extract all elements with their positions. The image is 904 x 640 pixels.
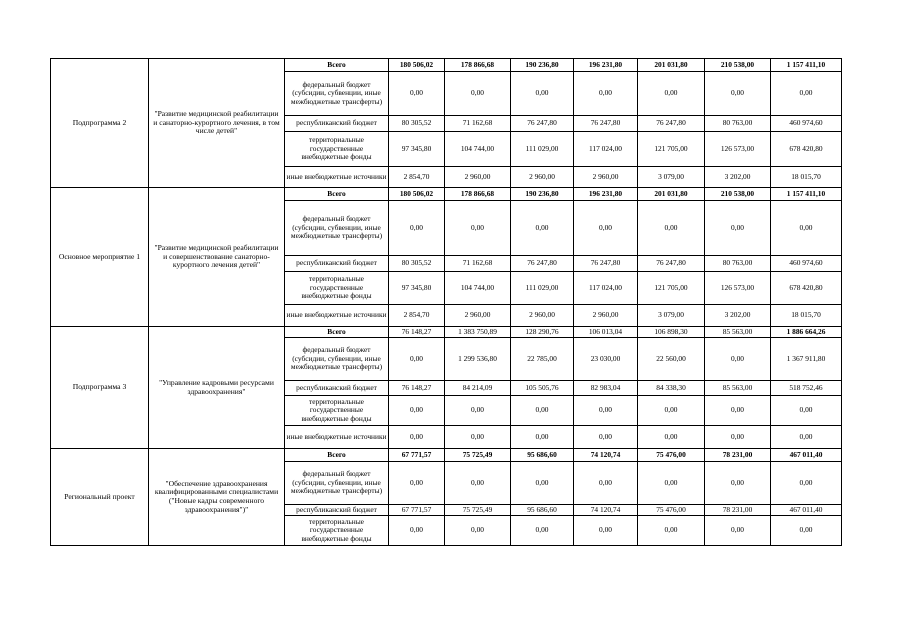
value-cell: 80 305,52 <box>389 256 445 272</box>
value-cell: 75 725,49 <box>445 505 511 516</box>
value-cell: 0,00 <box>389 462 445 505</box>
value-cell: 460 974,60 <box>771 256 842 272</box>
program-description: "Управление кадровыми ресурсами здравоохранения" <box>149 327 285 449</box>
value-cell: 0,00 <box>445 72 511 116</box>
value-cell: 80 305,52 <box>389 116 445 132</box>
value-cell: 0,00 <box>705 462 771 505</box>
value-cell: 0,00 <box>771 426 842 449</box>
value-cell: 2 854,70 <box>389 167 445 188</box>
value-cell: 180 506,02 <box>389 188 445 201</box>
value-cell: 190 236,80 <box>511 59 574 72</box>
value-cell: 1 157 411,10 <box>771 188 842 201</box>
value-cell: 0,00 <box>638 72 705 116</box>
value-cell: 1 299 536,80 <box>445 338 511 381</box>
value-cell: 80 763,00 <box>705 116 771 132</box>
value-cell: 0,00 <box>638 462 705 505</box>
value-cell: 0,00 <box>511 396 574 426</box>
value-cell: 23 030,00 <box>574 338 638 381</box>
value-cell: 76 247,80 <box>574 256 638 272</box>
value-cell: 210 538,00 <box>705 188 771 201</box>
value-cell: 85 563,00 <box>705 327 771 338</box>
value-cell: 196 231,80 <box>574 188 638 201</box>
value-cell: 0,00 <box>638 516 705 546</box>
value-cell: 0,00 <box>771 462 842 505</box>
value-cell: 74 120,74 <box>574 449 638 462</box>
value-cell: 71 162,68 <box>445 256 511 272</box>
value-cell: 121 705,00 <box>638 272 705 305</box>
funding-source: территориальные государственные внебюджетные фонды <box>285 396 389 426</box>
value-cell: 117 024,00 <box>574 132 638 167</box>
value-cell: 0,00 <box>638 396 705 426</box>
value-cell: 0,00 <box>574 426 638 449</box>
value-cell: 0,00 <box>771 72 842 116</box>
value-cell: 0,00 <box>574 201 638 256</box>
funding-source: Всего <box>285 188 389 201</box>
value-cell: 2 960,00 <box>511 305 574 327</box>
value-cell: 201 031,80 <box>638 188 705 201</box>
program-name: Региональный проект <box>51 449 149 546</box>
funding-source: федеральный бюджет (субсидии, субвенции, иные межбюджетные трансферты) <box>285 338 389 381</box>
value-cell: 97 345,80 <box>389 132 445 167</box>
value-cell: 0,00 <box>445 516 511 546</box>
value-cell: 2 960,00 <box>574 305 638 327</box>
value-cell: 78 231,00 <box>705 449 771 462</box>
value-cell: 78 231,00 <box>705 505 771 516</box>
value-cell: 74 120,74 <box>574 505 638 516</box>
program-name: Основное мероприятие 1 <box>51 188 149 327</box>
value-cell: 0,00 <box>705 426 771 449</box>
value-cell: 0,00 <box>638 426 705 449</box>
value-cell: 80 763,00 <box>705 256 771 272</box>
value-cell: 196 231,80 <box>574 59 638 72</box>
value-cell: 2 960,00 <box>445 167 511 188</box>
program-description: "Развитие медицинской реабилитации и санаторно-курортного лечения, в том числе детей" <box>149 59 285 188</box>
table-row <box>51 59 842 72</box>
value-cell: 128 290,76 <box>511 327 574 338</box>
value-cell: 76 247,80 <box>638 116 705 132</box>
value-cell: 22 560,00 <box>638 338 705 381</box>
value-cell: 178 866,68 <box>445 188 511 201</box>
value-cell: 0,00 <box>511 72 574 116</box>
value-cell: 0,00 <box>771 201 842 256</box>
table-row <box>51 327 842 338</box>
value-cell: 190 236,80 <box>511 188 574 201</box>
value-cell: 0,00 <box>445 396 511 426</box>
value-cell: 111 029,00 <box>511 272 574 305</box>
value-cell: 75 725,49 <box>445 449 511 462</box>
value-cell: 82 983,04 <box>574 381 638 396</box>
value-cell: 67 771,57 <box>389 505 445 516</box>
value-cell: 0,00 <box>705 72 771 116</box>
funding-source: территориальные государственные внебюджетные фонды <box>285 516 389 546</box>
value-cell: 0,00 <box>705 201 771 256</box>
funding-source: республиканский бюджет <box>285 381 389 396</box>
value-cell: 22 785,00 <box>511 338 574 381</box>
value-cell: 76 247,80 <box>511 256 574 272</box>
program-description: "Развитие медицинской реабилитации и совершенствование санаторно-курортного лечения детей" <box>149 188 285 327</box>
value-cell: 3 202,00 <box>705 305 771 327</box>
value-cell: 0,00 <box>705 516 771 546</box>
funding-source: республиканский бюджет <box>285 116 389 132</box>
value-cell: 0,00 <box>389 338 445 381</box>
value-cell: 2 960,00 <box>574 167 638 188</box>
value-cell: 126 573,00 <box>705 272 771 305</box>
value-cell: 104 744,00 <box>445 272 511 305</box>
value-cell: 84 338,30 <box>638 381 705 396</box>
value-cell: 201 031,80 <box>638 59 705 72</box>
value-cell: 0,00 <box>771 396 842 426</box>
value-cell: 0,00 <box>574 396 638 426</box>
value-cell: 1 886 664,26 <box>771 327 842 338</box>
value-cell: 75 476,00 <box>638 505 705 516</box>
value-cell: 0,00 <box>445 462 511 505</box>
value-cell: 3 079,00 <box>638 167 705 188</box>
funding-source: территориальные государственные внебюджетные фонды <box>285 272 389 305</box>
value-cell: 0,00 <box>771 516 842 546</box>
value-cell: 67 771,57 <box>389 449 445 462</box>
value-cell: 0,00 <box>511 462 574 505</box>
funding-source: Всего <box>285 449 389 462</box>
funding-source: республиканский бюджет <box>285 256 389 272</box>
funding-source: федеральный бюджет (субсидии, субвенции, иные межбюджетные трансферты) <box>285 201 389 256</box>
value-cell: 0,00 <box>705 338 771 381</box>
value-cell: 106 013,04 <box>574 327 638 338</box>
value-cell: 76 148,27 <box>389 327 445 338</box>
table-row <box>51 449 842 462</box>
value-cell: 84 214,09 <box>445 381 511 396</box>
value-cell: 1 383 750,89 <box>445 327 511 338</box>
value-cell: 0,00 <box>511 201 574 256</box>
value-cell: 97 345,80 <box>389 272 445 305</box>
value-cell: 3 202,00 <box>705 167 771 188</box>
value-cell: 1 367 911,80 <box>771 338 842 381</box>
value-cell: 76 247,80 <box>574 116 638 132</box>
value-cell: 0,00 <box>389 516 445 546</box>
program-name: Подпрограмма 3 <box>51 327 149 449</box>
value-cell: 0,00 <box>445 201 511 256</box>
value-cell: 106 898,30 <box>638 327 705 338</box>
value-cell: 85 563,00 <box>705 381 771 396</box>
value-cell: 210 538,00 <box>705 59 771 72</box>
value-cell: 2 960,00 <box>511 167 574 188</box>
value-cell: 76 247,80 <box>638 256 705 272</box>
value-cell: 95 686,60 <box>511 505 574 516</box>
value-cell: 1 157 411,10 <box>771 59 842 72</box>
funding-source: иные внебюджетные источники <box>285 305 389 327</box>
budget-table <box>50 58 842 546</box>
value-cell: 76 148,27 <box>389 381 445 396</box>
value-cell: 178 866,68 <box>445 59 511 72</box>
value-cell: 75 476,00 <box>638 449 705 462</box>
value-cell: 0,00 <box>389 396 445 426</box>
program-name: Подпрограмма 2 <box>51 59 149 188</box>
value-cell: 71 162,68 <box>445 116 511 132</box>
value-cell: 0,00 <box>574 72 638 116</box>
value-cell: 3 079,00 <box>638 305 705 327</box>
value-cell: 0,00 <box>389 72 445 116</box>
value-cell: 180 506,02 <box>389 59 445 72</box>
value-cell: 104 744,00 <box>445 132 511 167</box>
funding-source: республиканский бюджет <box>285 505 389 516</box>
value-cell: 678 420,80 <box>771 132 842 167</box>
funding-source: территориальные государственные внебюджетные фонды <box>285 132 389 167</box>
funding-source: федеральный бюджет (субсидии, субвенции, иные межбюджетные трансферты) <box>285 72 389 116</box>
value-cell: 121 705,00 <box>638 132 705 167</box>
value-cell: 2 960,00 <box>445 305 511 327</box>
value-cell: 0,00 <box>638 201 705 256</box>
value-cell: 0,00 <box>445 426 511 449</box>
program-description: "Обеспечение здравоохранения квалифицированными специалистами ("Новые кадры современного здравоохранения")" <box>149 449 285 546</box>
value-cell: 18 015,70 <box>771 167 842 188</box>
table-row <box>51 188 842 201</box>
value-cell: 460 974,60 <box>771 116 842 132</box>
value-cell: 0,00 <box>511 426 574 449</box>
value-cell: 2 854,70 <box>389 305 445 327</box>
value-cell: 0,00 <box>511 516 574 546</box>
value-cell: 678 420,80 <box>771 272 842 305</box>
value-cell: 117 024,00 <box>574 272 638 305</box>
value-cell: 0,00 <box>389 426 445 449</box>
funding-source: Всего <box>285 327 389 338</box>
funding-source: иные внебюджетные источники <box>285 167 389 188</box>
value-cell: 0,00 <box>574 516 638 546</box>
value-cell: 0,00 <box>389 201 445 256</box>
value-cell: 18 015,70 <box>771 305 842 327</box>
funding-source: федеральный бюджет (субсидии, субвенции, иные межбюджетные трансферты) <box>285 462 389 505</box>
value-cell: 467 011,40 <box>771 449 842 462</box>
value-cell: 0,00 <box>705 396 771 426</box>
value-cell: 126 573,00 <box>705 132 771 167</box>
value-cell: 95 686,60 <box>511 449 574 462</box>
value-cell: 105 505,76 <box>511 381 574 396</box>
funding-source: Всего <box>285 59 389 72</box>
value-cell: 111 029,00 <box>511 132 574 167</box>
value-cell: 0,00 <box>574 462 638 505</box>
value-cell: 518 752,46 <box>771 381 842 396</box>
funding-source: иные внебюджетные источники <box>285 426 389 449</box>
value-cell: 76 247,80 <box>511 116 574 132</box>
value-cell: 467 011,40 <box>771 505 842 516</box>
